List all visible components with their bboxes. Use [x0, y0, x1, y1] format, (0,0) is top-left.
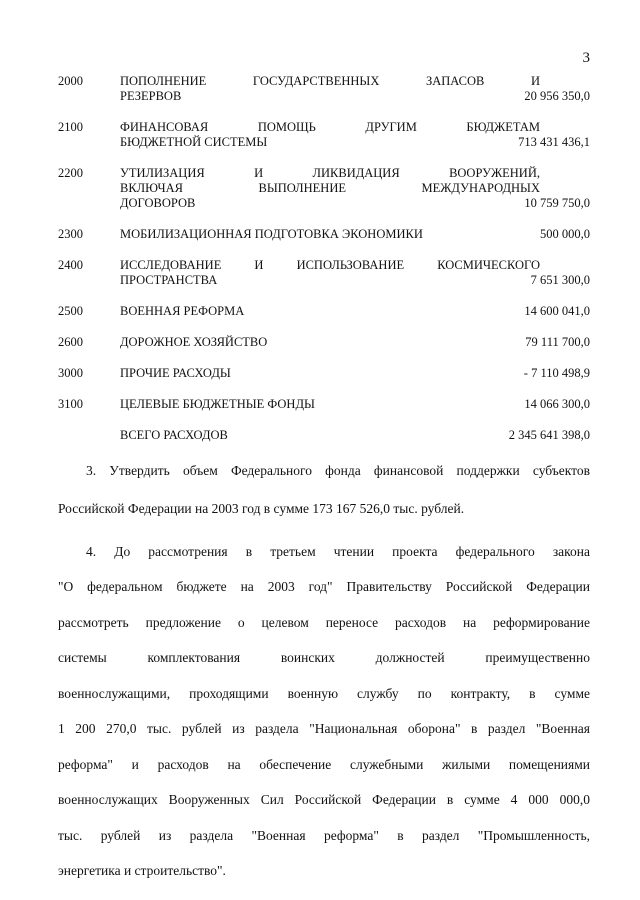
- row-name-line: ПРОСТРАНСТВА: [120, 273, 218, 287]
- row-name-line: ВОЕННАЯ РЕФОРМА: [120, 304, 245, 318]
- row-amount: 79 111 700,0: [525, 335, 590, 349]
- paragraph-line: "О федеральном бюджете на 2003 год" Правительству Российской Федерации: [58, 579, 590, 594]
- row-code: 2100: [58, 120, 83, 134]
- table-row: [58, 166, 590, 211]
- row-amount: 500 000,0: [540, 227, 590, 241]
- table-row: [58, 304, 590, 319]
- row-code: 3000: [58, 366, 83, 380]
- row-name: [120, 335, 540, 350]
- table-row: [58, 335, 590, 350]
- paragraph-line: энергетика и строительство".: [58, 863, 226, 878]
- paragraph-line: Российской Федерации на 2003 год в сумме 173 167 526,0 тыс. рублей.: [58, 501, 465, 516]
- paragraph-line: рассмотреть предложение о целевом переносе расходов на реформирование: [58, 615, 590, 630]
- row-amount: 7 651 300,0: [530, 273, 590, 287]
- row-name-line: ПОПОЛНЕНИЕ ГОСУДАРСТВЕННЫХ ЗАПАСОВ И: [120, 74, 540, 88]
- row-amount: - 7 110 498,9: [523, 366, 590, 380]
- paragraph-line: военнослужащими, проходящими военную службу по контракту, в сумме: [58, 686, 590, 701]
- row-name-line: ВСЕГО РАСХОДОВ: [120, 428, 228, 442]
- row-name-line: ЦЕЛЕВЫЕ БЮДЖЕТНЫЕ ФОНДЫ: [120, 397, 315, 411]
- paragraph-line: тыс. рублей из раздела "Военная реформа" в раздел "Промышленность,: [58, 828, 590, 843]
- paragraph-line: 3. Утвердить объем Федерального фонда финансовой поддержки субъектов: [86, 463, 590, 478]
- row-name: [120, 166, 540, 211]
- paragraph-line: 4. До рассмотрения в третьем чтении проекта федерального закона: [86, 544, 590, 559]
- row-name-line: ПРОЧИЕ РАСХОДЫ: [120, 366, 231, 380]
- row-name-line: ДОРОЖНОЕ ХОЗЯЙСТВО: [120, 335, 268, 349]
- row-name-line: ВКЛЮЧАЯ ВЫПОЛНЕНИЕ МЕЖДУНАРОДНЫХ: [120, 181, 540, 195]
- row-name-line: МОБИЛИЗАЦИОННАЯ ПОДГОТОВКА ЭКОНОМИКИ: [120, 227, 423, 241]
- table-row: [58, 366, 590, 381]
- row-name: [120, 258, 540, 288]
- row-code: 2500: [58, 304, 83, 318]
- table-row: [58, 428, 590, 443]
- paragraph-line: реформа" и расходов на обеспечение служебными жилыми помещениями: [58, 757, 590, 772]
- row-name: [120, 120, 540, 150]
- row-amount: 10 759 750,0: [524, 196, 590, 210]
- table-row: [58, 120, 590, 150]
- row-code: 2400: [58, 258, 83, 272]
- budget-table: [58, 74, 590, 443]
- row-amount: 14 066 300,0: [524, 397, 590, 411]
- row-name-line: ИССЛЕДОВАНИЕ И ИСПОЛЬЗОВАНИЕ КОСМИЧЕСКОГО: [120, 258, 540, 272]
- row-name: [120, 428, 540, 443]
- row-amount: 2 345 641 398,0: [508, 428, 590, 442]
- row-name-line: ФИНАНСОВАЯ ПОМОЩЬ ДРУГИМ БЮДЖЕТАМ: [120, 120, 540, 134]
- row-name-line: РЕЗЕРВОВ: [120, 89, 182, 103]
- row-code: 2300: [58, 227, 83, 241]
- row-code: 2600: [58, 335, 83, 349]
- page-number: 3: [582, 50, 590, 66]
- paragraph-line: системы комплектования воинских должностей преимущественно: [58, 650, 590, 665]
- row-name: [120, 366, 540, 381]
- row-name: [120, 74, 540, 104]
- table-row: [58, 74, 590, 104]
- table-row: [58, 227, 590, 242]
- row-amount: 20 956 350,0: [524, 89, 590, 103]
- row-amount: 713 431 436,1: [518, 135, 590, 149]
- row-code: 2000: [58, 74, 83, 88]
- row-name: [120, 227, 540, 242]
- row-code: 3100: [58, 397, 83, 411]
- row-name: [120, 397, 540, 412]
- row-name-line: БЮДЖЕТНОЙ СИСТЕМЫ: [120, 135, 268, 149]
- paragraph-line: 1 200 270,0 тыс. рублей из раздела "Национальная оборона" в раздел "Военная: [58, 721, 590, 736]
- row-code: 2200: [58, 166, 83, 180]
- row-name: [120, 304, 540, 319]
- row-name-line: УТИЛИЗАЦИЯ И ЛИКВИДАЦИЯ ВООРУЖЕНИЙ,: [120, 166, 540, 180]
- table-row: [58, 397, 590, 412]
- row-amount: 14 600 041,0: [524, 304, 590, 318]
- table-row: [58, 258, 590, 288]
- row-name-line: ДОГОВОРОВ: [120, 196, 196, 210]
- paragraph-line: военнослужащих Вооруженных Сил Российской Федерации в сумме 4 000 000,0: [58, 792, 590, 807]
